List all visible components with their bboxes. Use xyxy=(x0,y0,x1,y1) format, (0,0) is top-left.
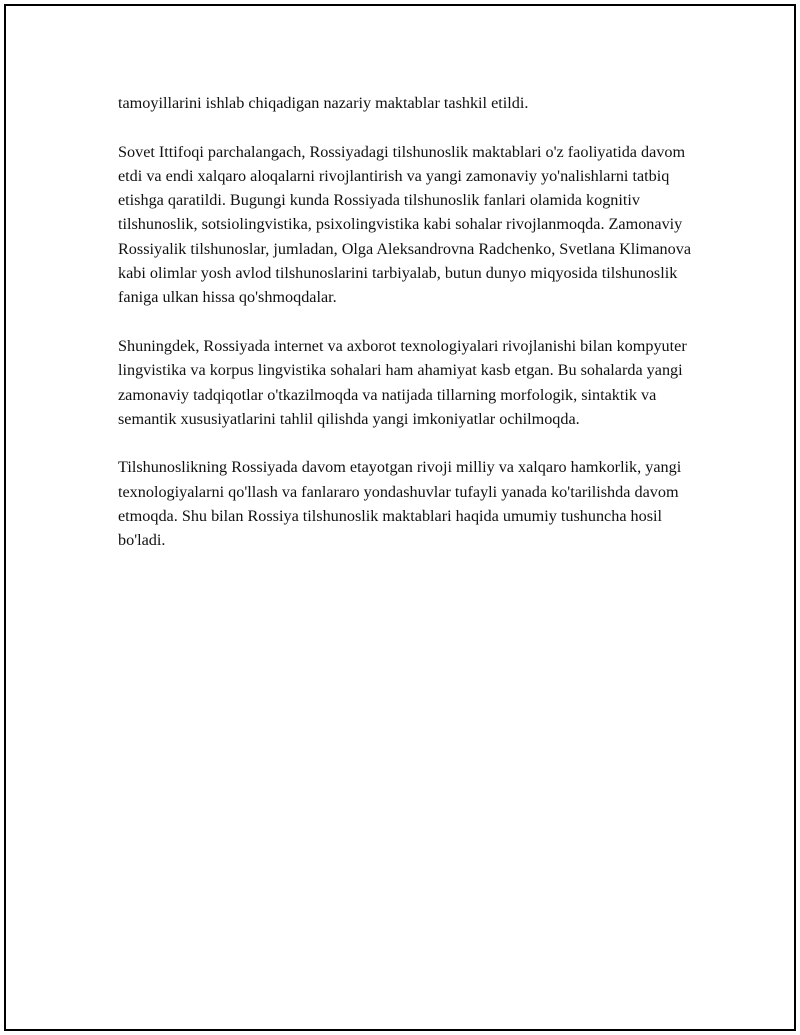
paragraph-4: Tilshunoslikning Rossiyada davom etayotgan rivoji milliy va xalqaro hamkorlik, yangi texnologiyalarni qo'llash va fanlararo yondashuvlar tufayli yanada ko'tarilishda davom etmoqda. Shu bilan Rossiya tilshunoslik maktablari haqida umumiy tushuncha hosil bo'ladi. xyxy=(118,458,682,550)
paragraph-2: Sovet Ittifoqi parchalangach, Rossiyadagi tilshunoslik maktablari o'z faoliyatida davom etdi va endi xalqaro aloqalarni rivojlantirish va yangi zamonaviy yo'nalishlarni tatbiq etishga qaratildi. Bugungi kunda Rossiyada tilshunoslik fanlari olamida kognitiv tilshunoslik, sotsiolingvistika, psixolingvistika kabi sohalar rivojlanmoqda. Zamonaviy Rossiyalik tilshunoslar, jumladan, Olga Aleksandrovna Radchenko, Svetlana Klimanova kabi olimlar yosh avlod tilshunoslarini tarbiyalab, butun dunyo miqyosida tilshunoslik faniga ulkan hissa qo'shmoqdalar. xyxy=(118,142,692,307)
document-body xyxy=(118,91,698,577)
paragraph-3: Shuningdek, Rossiyada internet va axborot texnologiyalari rivojlanishi bilan kompyuter lingvistika va korpus lingvistika sohalari ham ahamiyat kasb etgan. Bu sohalarda yangi zamonaviy tadqiqotlar o'tkazilmoqda va natijada tillarning morfologik, sintaktik va semantik xususiyatlarini tahlil qilishda yangi imkoniyatlar ochilmoqda. xyxy=(118,336,687,428)
paragraph-1: tamoyillarini ishlab chiqadigan nazariy maktablar tashkil etildi. xyxy=(118,94,529,112)
